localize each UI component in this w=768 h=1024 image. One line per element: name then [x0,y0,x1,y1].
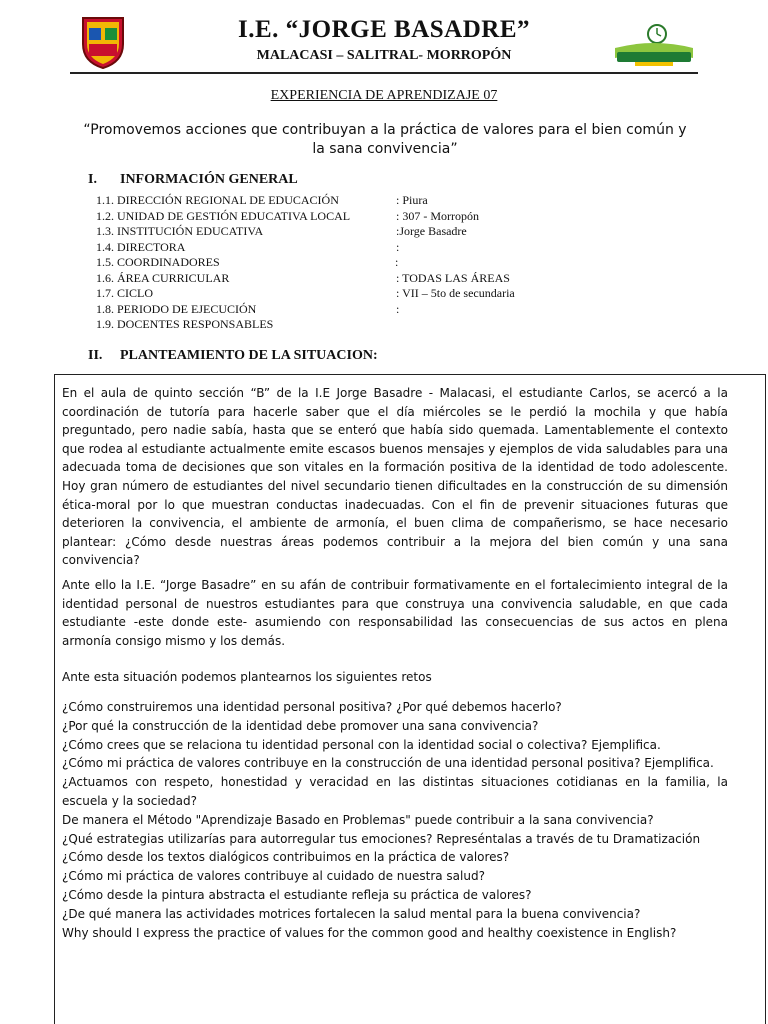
info-value: : Piura [396,193,428,207]
challenge-questions-list [62,698,728,942]
info-label: 1.2. UNIDAD DE GESTIÓN EDUCATIVA LOCAL [96,208,351,223]
experience-title: EXPERIENCIA DE APRENDIZAJE 07 [270,88,498,103]
document-header [70,8,698,74]
info-label: 1.5. COORDINADORES [96,255,220,269]
challenge-question: ¿Cómo desde los textos dialógicos contribuimos en la práctica de valores? [62,850,510,865]
section-title: INFORMACIÓN GENERAL [120,172,298,187]
info-label: 1.8. PERIODO DE EJECUCIÓN [96,301,257,316]
experience-quote: “Promovemos acciones que contribuyan a la práctica de valores para el bien común y la sana convivencia” [83,122,687,157]
challenge-question: ¿Cómo mi práctica de valores contribuye al cuidado de nuestra salud? [62,869,485,884]
info-value: : [396,239,400,254]
info-label: 1.6. ÁREA CURRICULAR [96,270,230,285]
info-value: : VII – 5to de secundaria [396,286,515,300]
situation-paragraph: Ante ello la I.E. “Jorge Basadre” en su afán de contribuir formativamente en el fortalecimiento integral de la identidad personal de nuestros estudiantes para que construya una convivencia saludable, en que cada estudiante -este donde este- asumiendo con responsabilidad las consecuencias de sus actos en plena armonía consigo mismo y los demás. [62,578,728,648]
challenge-question: ¿Cómo construiremos una identidad personal positiva? ¿Por qué debemos hacerlo? [62,700,562,714]
info-value: : 307 - Morropón [396,208,479,223]
info-label: 1.7. CICLO [96,286,153,300]
jornada-escolar-completa-logo [611,22,697,68]
info-value: : [396,301,400,316]
situation-paragraph: Ante esta situación podemos plantearnos los siguientes retos [62,670,432,684]
challenge-question: ¿Cómo mi práctica de valores contribuye en la construcción de una identidad personal positiva? Ejemplifica. [62,756,714,771]
challenge-question: ¿Cómo desde la pintura abstracta el estudiante refleja su práctica de valores? [62,887,532,902]
section-title: PLANTEAMIENTO DE LA SITUACION: [120,348,378,363]
info-label: 1.3. INSTITUCIÓN EDUCATIVA [96,224,264,238]
info-label: 1.9. DOCENTES RESPONSABLES [96,317,274,331]
challenge-question: ¿Cómo crees que se relaciona tu identidad personal con la identidad social o colectiva? Ejemplifica. [62,737,661,752]
info-label: 1.4. DIRECTORA [96,239,186,254]
info-label: 1.1. DIRECCIÓN REGIONAL DE EDUCACIÓN [96,193,339,207]
section-number: II. [88,348,103,363]
section-number: I. [88,172,97,187]
challenge-question: ¿Por qué la construcción de la identidad debe promover una sana convivencia? [62,718,539,733]
challenge-question: ¿Actuamos con respeto, honestidad y veracidad en las distintas situaciones cotidianas en la familia, la escuela y la sociedad? [62,775,728,808]
school-title: I.E. “JORGE BASADRE” [238,16,530,43]
info-value: : TODAS LAS ÁREAS [396,270,510,285]
challenge-question: ¿De qué manera las actividades motrices fortalecen la salud mental para la buena convivencia? [62,906,641,921]
school-location: MALACASI – SALITRAL- MORROPÓN [256,48,512,63]
challenge-question: Why should I express the practice of values for the common good and healthy coexistence in English? [62,925,677,940]
info-value: :Jorge Basadre [396,224,467,238]
info-value: : [395,255,399,269]
challenge-question: De manera el Método "Aprendizaje Basado en Problemas" puede contribuir a la sana convivencia? [62,812,654,827]
challenge-question: ¿Qué estrategias utilizarías para autorregular tus emociones? Represéntalas a través de tu Dramatización [62,831,701,846]
situation-paragraph: En el aula de quinto sección “B” de la I.E Jorge Basadre - Malacasi, el estudiante Carlos, se acercó a la coordinación de tutoría para hacerle saber que el día miércoles se le perdió la mochila y que había preguntado, pero nadie sabía, hasta que se enteró que había sido quemada. Lamentablemente el contexto que rodea al estudiante actualmente emite escasos buenos mensajes y ejemplos de vida saludables para una adecuada toma de decisiones que son vitales en la formación positiva de la identidad de todo adolescente. Hoy gran número de estudiantes del nivel secundario tienen dificultades en la construcción de su dimensión ética-moral por lo que muestran conductas inadecuadas. Con el fin de prevenir situaciones futuras que deterioren la convivencia, el ambiente de armonía, el buen clima de compañerismo, se hace necesario plantear: ¿Cómo desde nuestras áreas podemos contribuir a la mejora del bien común y una sana convivencia? [62,386,728,568]
